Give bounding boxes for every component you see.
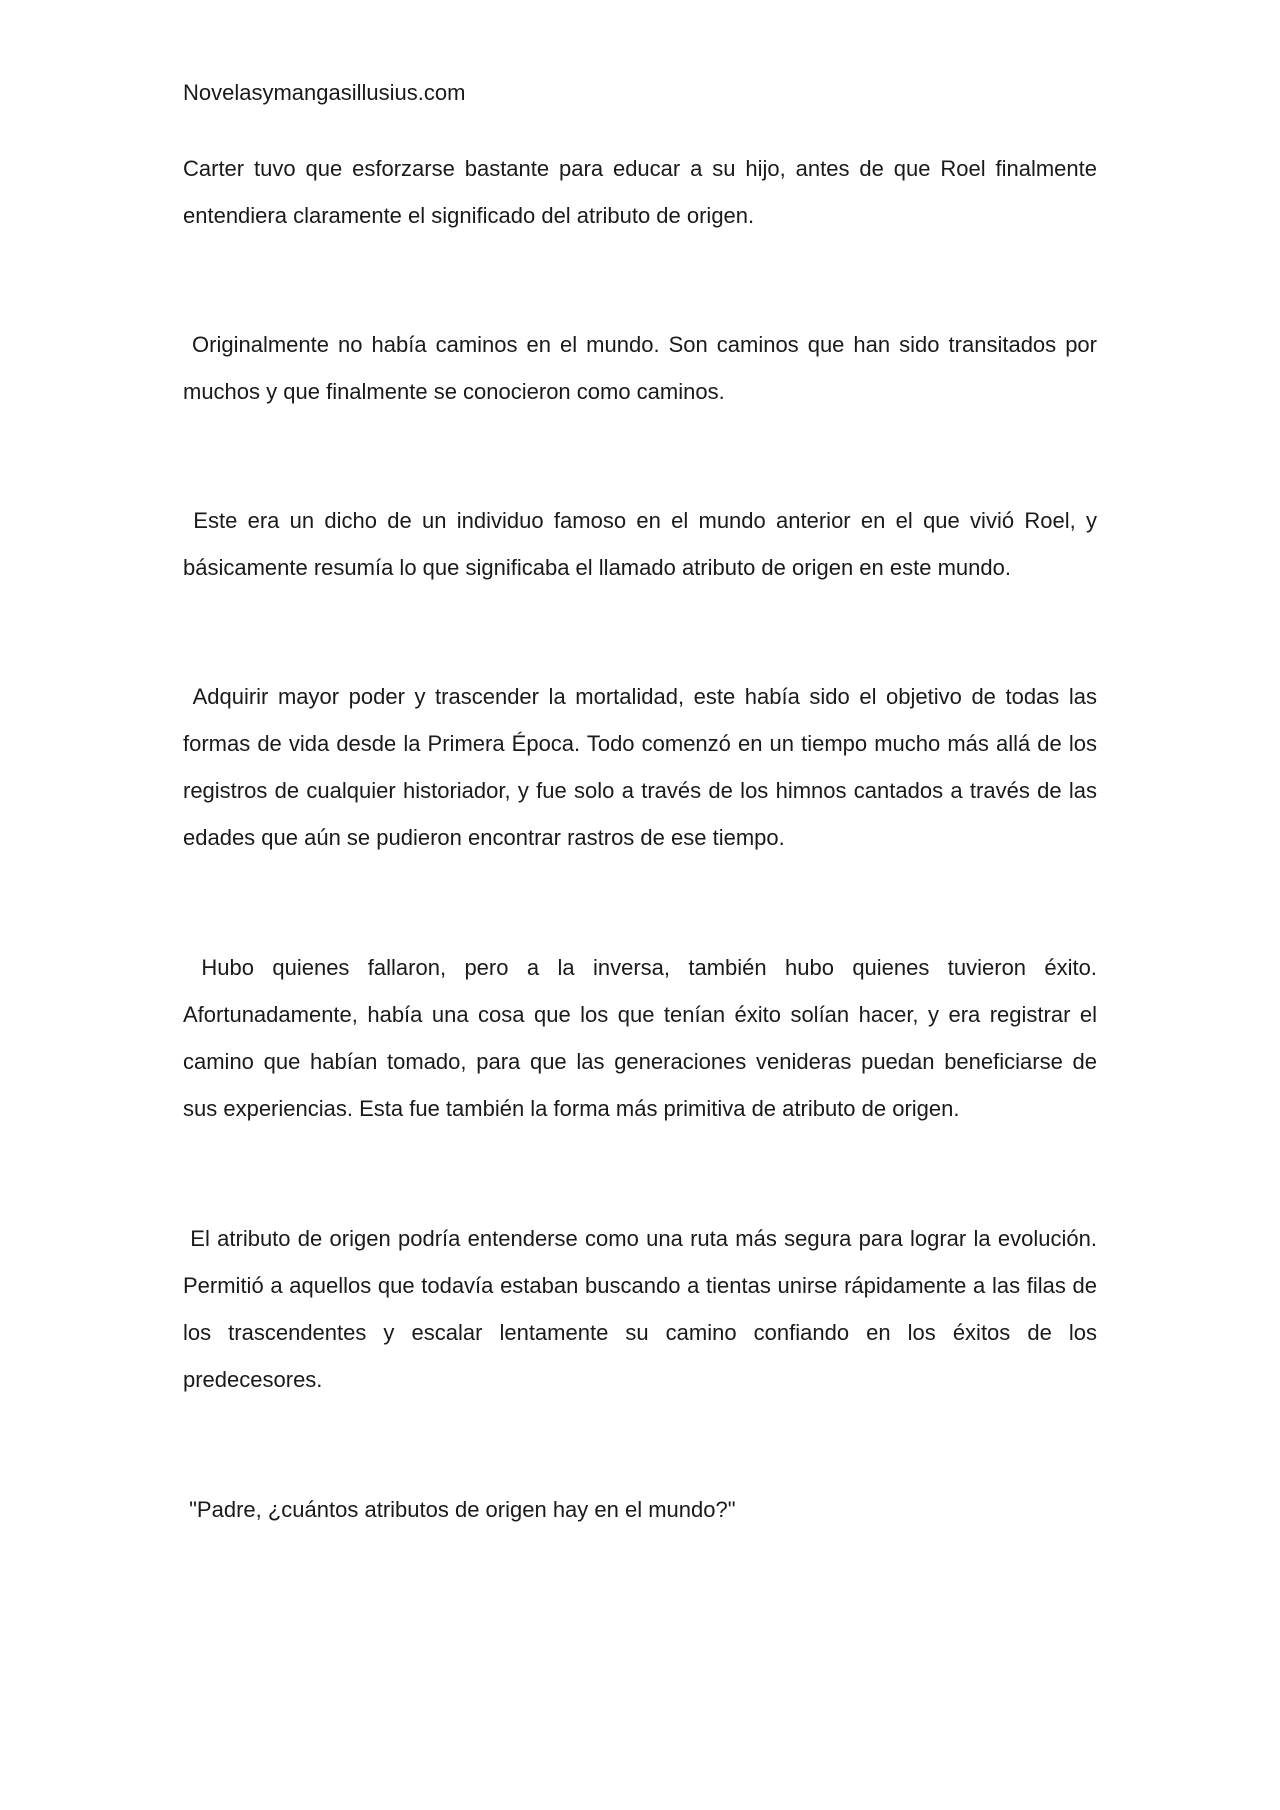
paragraph-5: Hubo quienes fallaron, pero a la inversa, también hubo quienes tuvieron éxito. Afortunadamente, había una cosa que los que tenían éxito solían hacer, y era registrar el camino que habían tomado, para que las generaciones venideras puedan beneficiarse de sus experiencias. Esta fue también la forma más primitiva de atributo de origen. xyxy=(183,955,1104,1121)
paragraph-3: Este era un dicho de un individuo famoso en el mundo anterior en el que vivió Roel, y básicamente resumía lo que significaba el llamado atributo de origen en este mundo. xyxy=(183,508,1104,580)
paragraph-4: Adquirir mayor poder y trascender la mortalidad, este había sido el objetivo de todas las formas de vida desde la Primera Época. Todo comenzó en un tiempo mucho más allá de los registros de cualquier historiador, y fue solo a través de los himnos cantados a través de las edades que aún se pudieron encontrar rastros de ese tiempo. xyxy=(183,684,1104,850)
paragraph-7: "Padre, ¿cuántos atributos de origen hay en el mundo?" xyxy=(183,1497,736,1522)
paragraph-6: El atributo de origen podría entenderse como una ruta más segura para lograr la evolución. Permitió a aquellos que todavía estaban buscando a tientas unirse rápidamente a las filas de los trascendentes y escalar lentamente su camino confiando en los éxitos de los predecesores. xyxy=(183,1226,1104,1392)
paragraph-2: Originalmente no había caminos en el mundo. Son caminos que han sido transitados por muchos y que finalmente se conocieron como caminos. xyxy=(183,332,1104,404)
site-header: Novelasymangasillusius.com xyxy=(183,80,466,105)
paragraph-1: Carter tuvo que esforzarse bastante para educar a su hijo, antes de que Roel finalmente entendiera claramente el significado del atributo de origen. xyxy=(183,156,1104,228)
